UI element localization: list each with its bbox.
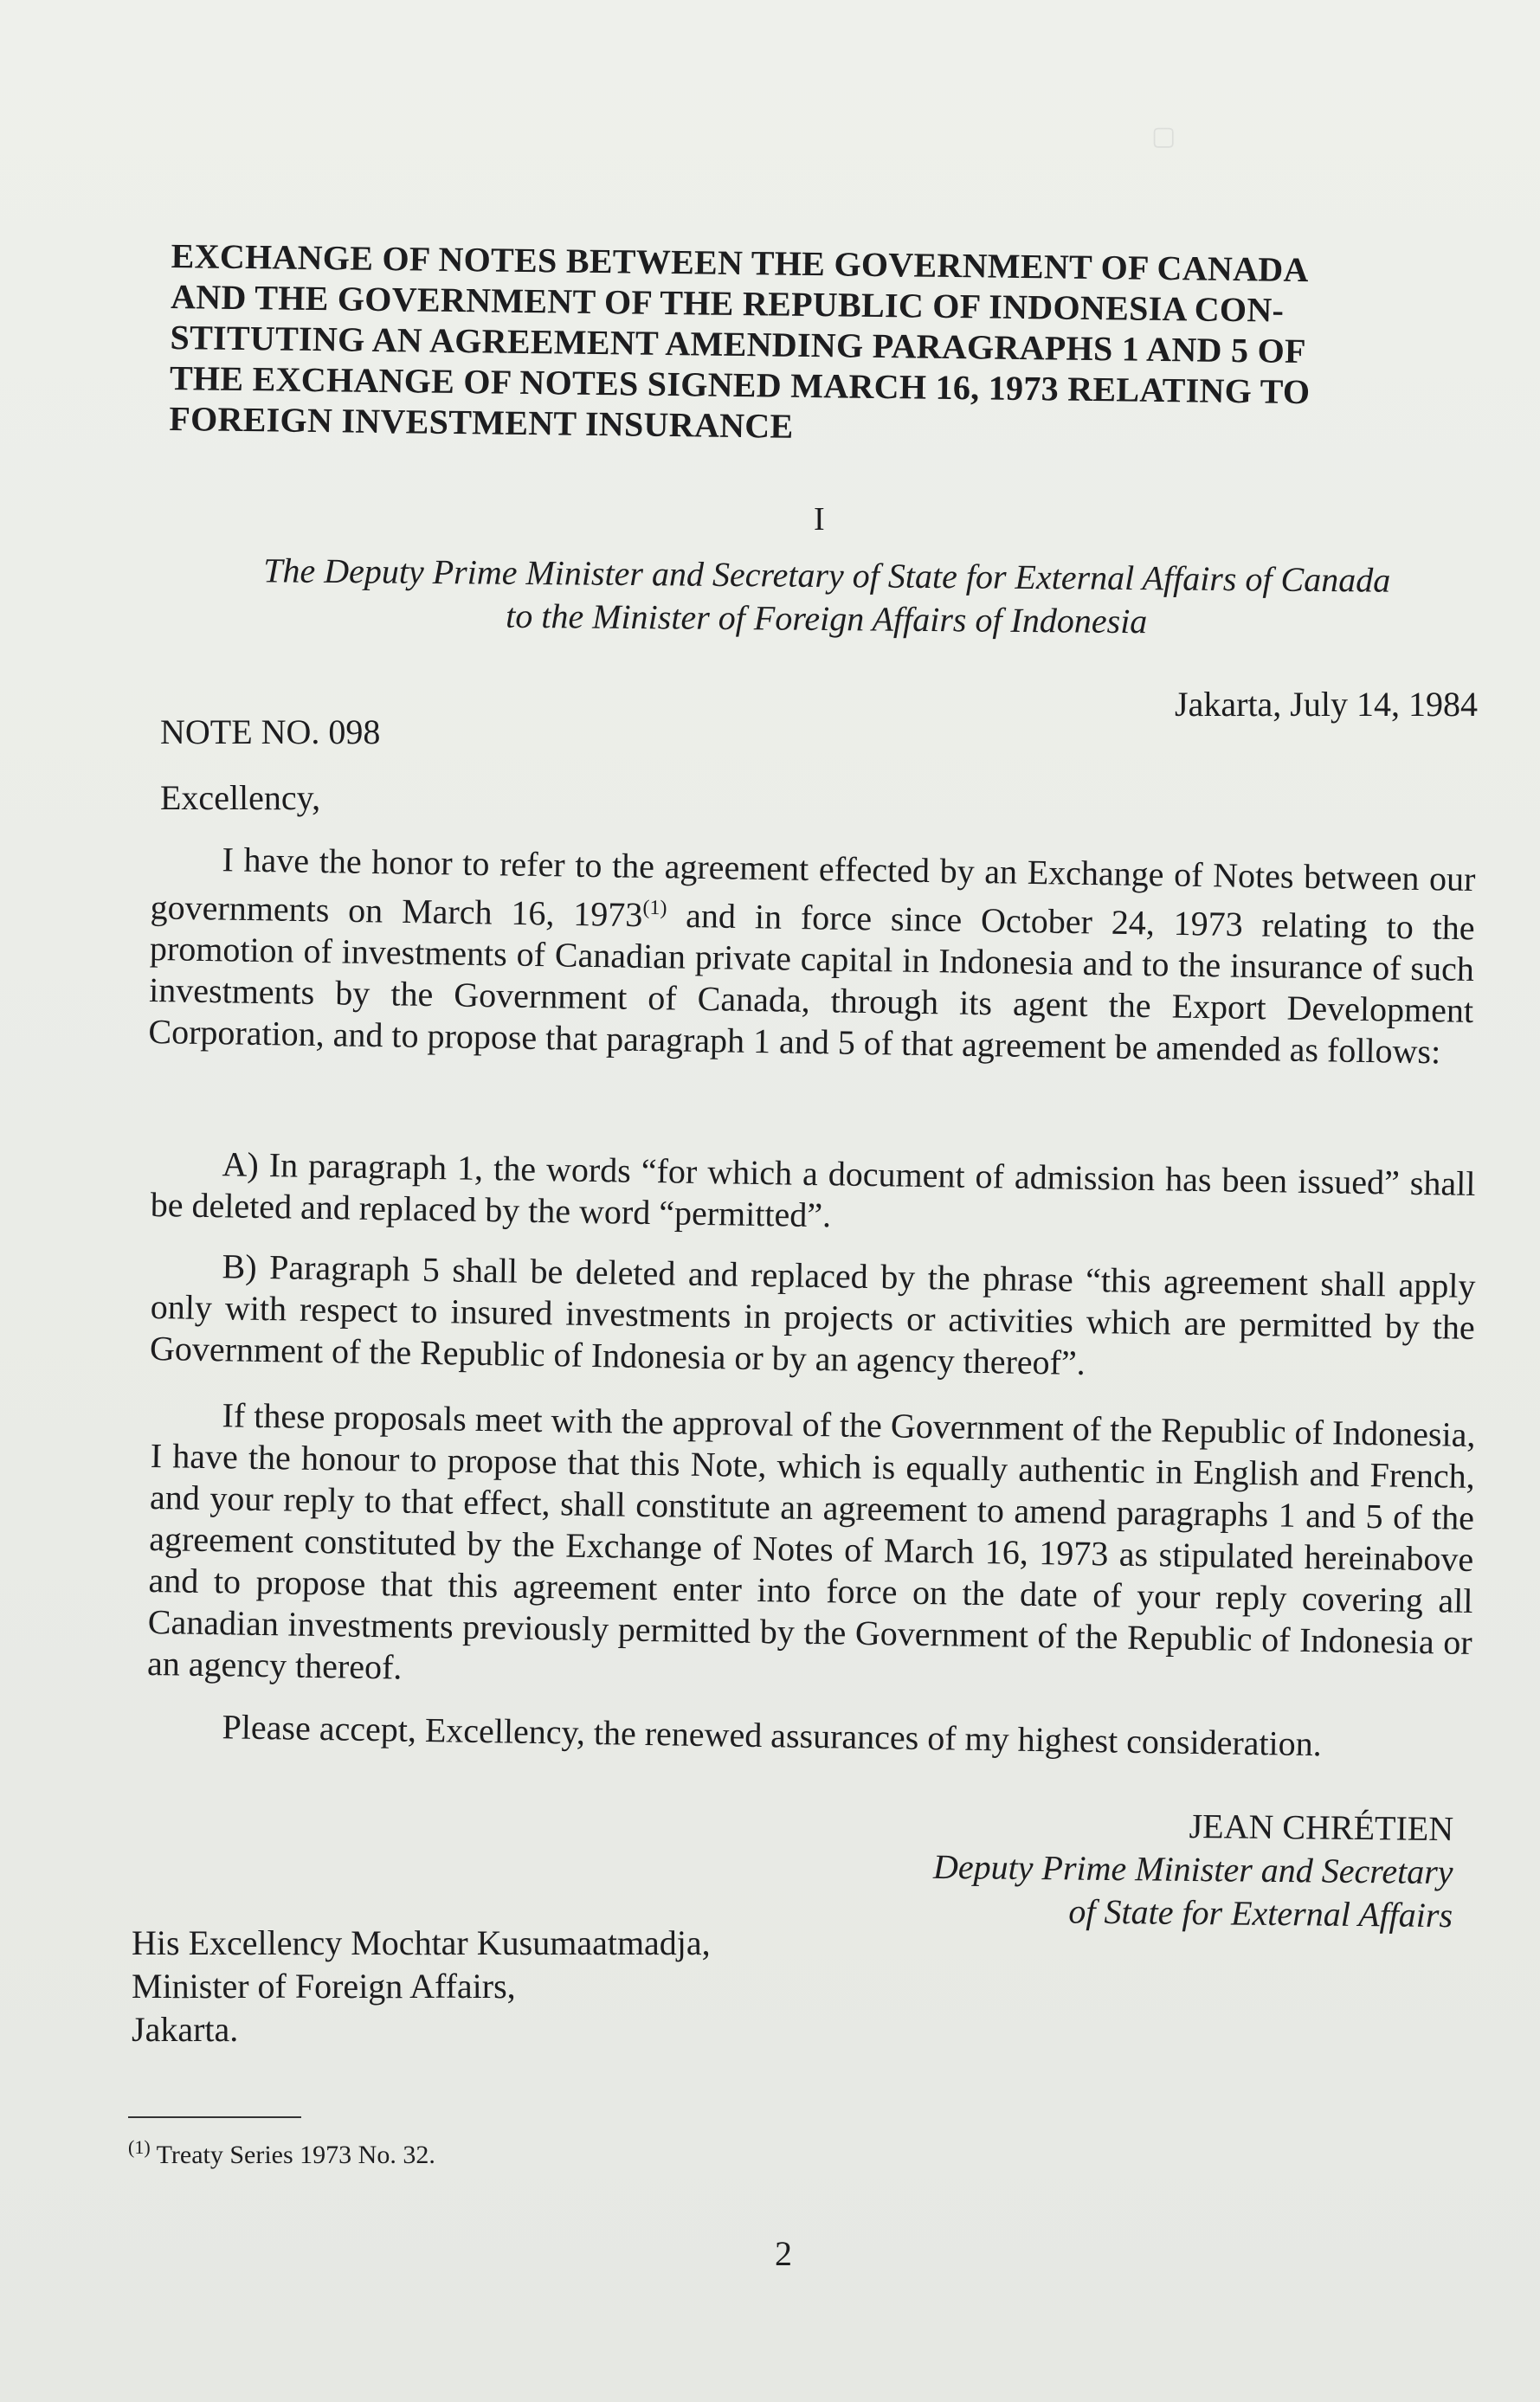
- signatory-name: JEAN CHRÉTIEN: [1189, 1806, 1454, 1849]
- paragraph-a-text: A) In paragraph 1, the words “for which a document of admission has been issued” shall be deleted and replaced by the word “permitted”.: [150, 1144, 1476, 1235]
- note-number: NOTE NO. 098: [160, 712, 381, 751]
- title-line: FOREIGN INVESTMENT INSURANCE: [169, 398, 794, 446]
- addressee-line: His Excellency Mochtar Kusumaatmadja,: [132, 1923, 711, 1962]
- page-number: 2: [775, 2234, 792, 2273]
- document-title: [169, 235, 1487, 455]
- paragraph-1: [148, 838, 1476, 1073]
- addressee-line: Minister of Foreign Affairs,: [132, 1967, 516, 2006]
- title-line: EXCHANGE OF NOTES BETWEEN THE GOVERNMENT OF CANADA: [171, 235, 1309, 290]
- title-line: STITUTING AN AGREEMENT AMENDING PARAGRAPHS 1 AND 5 OF: [170, 317, 1307, 371]
- paragraph-1-text: I have the honor to refer to the agreement effected by an Exchange of Notes between our governments on March 16, 1973: [150, 840, 1476, 935]
- addressee-block: [132, 1922, 711, 2051]
- paragraph-b-text: B) Paragraph 5 shall be deleted and replaced by the phrase “this agreement shall apply only with respect to insured investments in projects or activities which are permitted by the Government of the Republic of Indonesia or by an agency thereof”.: [149, 1246, 1476, 1382]
- footnote-divider: [128, 2116, 301, 2118]
- footnote-reference: (1): [642, 896, 667, 920]
- paragraph-b: [150, 1245, 1476, 1390]
- from-line: The Deputy Prime Minister and Secretary of State for External Affairs of Canada: [263, 551, 1391, 600]
- salutation: Excellency,: [160, 778, 321, 817]
- title-line: AND THE GOVERNMENT OF THE REPUBLIC OF INDONESIA CON-: [170, 276, 1285, 330]
- closing-paragraph: [151, 1705, 1476, 1768]
- from-heading: [164, 548, 1490, 646]
- from-line: to the Minister of Foreign Affairs of Indonesia: [506, 596, 1148, 641]
- signatory-role: Deputy Prime Minister and Secretary: [933, 1846, 1454, 1892]
- addressee-line: Jakarta.: [132, 2010, 239, 2049]
- footnote-marker: (1): [128, 2136, 151, 2158]
- footnote: [128, 2136, 435, 2170]
- paragraph-c-text: If these proposals meet with the approval of the Government of the Republic of Indonesia, I have the honour to propose that this Note, which is equally authentic in English and French, and your reply to that effect, shall constitute an agreement to amend paragraphs 1 and 5 of the agreement constituted by the Exchange of Notes of March 16, 1973 as stipulated hereinabove and to propose that this agreement enter into force on the date of your reply covering all Canadian investments previously permitted by the Government of the Republic of Indonesia or an agency thereof.: [146, 1395, 1476, 1687]
- paragraph-c: [147, 1394, 1476, 1705]
- section-number: I: [814, 501, 825, 538]
- bleed-through-decoration: ▢: [1151, 122, 1176, 151]
- paragraph-a: [150, 1143, 1475, 1246]
- signatory-role: of State for External Affairs: [1068, 1891, 1453, 1935]
- paragraph-1-text-cont: and in force since October 24, 1973 relating to the promotion of investments of Canadian private capital in Indonesia and to the insurance of such investments by the Government of Canada, through its agent the Export Development Corporation, and to propose that paragraph 1 and 5 of that agreement be amended as follows:: [148, 895, 1475, 1072]
- closing-text: Please accept, Excellency, the renewed assurances of my highest consideration.: [222, 1707, 1323, 1764]
- place-date: Jakarta, July 14, 1984: [1175, 685, 1478, 724]
- title-line: THE EXCHANGE OF NOTES SIGNED MARCH 16, 1973 RELATING TO: [169, 357, 1311, 412]
- signature-block: [933, 1802, 1454, 1937]
- footnote-text: Treaty Series 1973 No. 32.: [150, 2141, 435, 2169]
